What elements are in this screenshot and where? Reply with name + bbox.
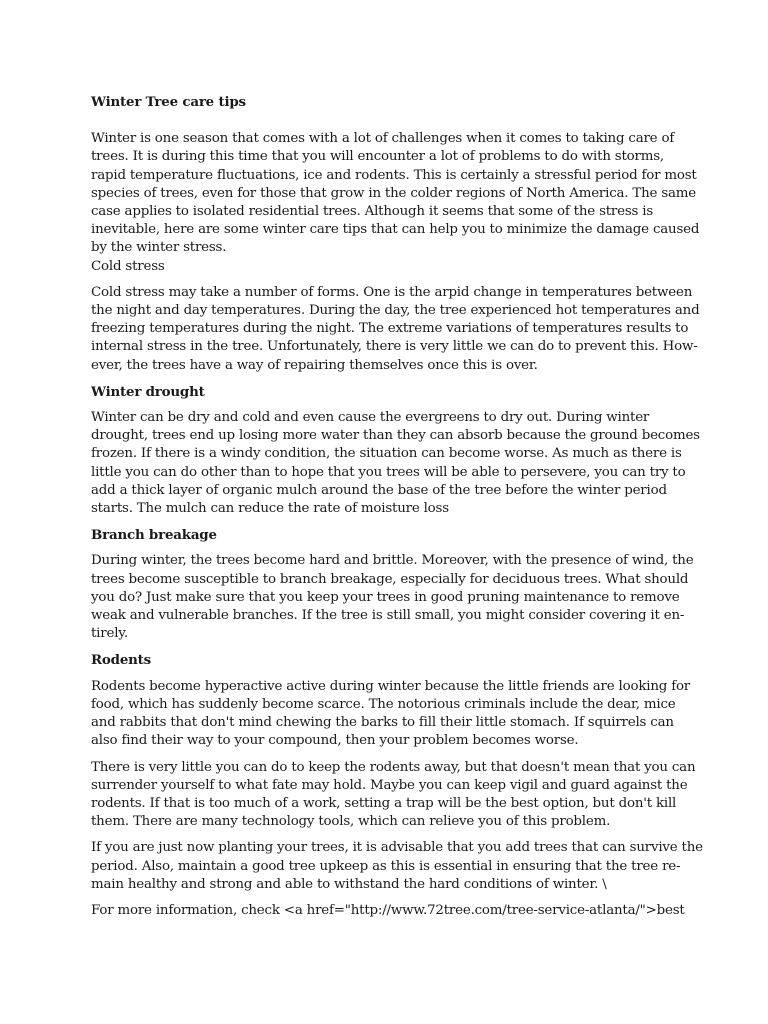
rodents-paragraph-1 — [91, 678, 691, 751]
text-line: inevitable, here are some winter care tips that can help you to minimize the damage caused — [91, 222, 700, 238]
text-line: species of trees, even for those that grow in the colder regions of North America. The same — [91, 185, 697, 201]
document-page — [91, 93, 703, 928]
text-line: If you are just now planting your trees, it is advisable that you add trees that can survive the — [91, 840, 703, 856]
rodents-heading: Rodents — [91, 652, 152, 669]
rodents-paragraph-2 — [91, 759, 696, 832]
text-line: period. Also, maintain a good tree upkeep as this is essential in ensuring that the tree re- — [91, 858, 681, 874]
text-line: the night and day temperatures. During the day, the tree experienced hot temperatures and — [91, 303, 700, 319]
text-line: rodents. If that is too much of a work, setting a trap will be the best option, but don't kill — [91, 795, 677, 811]
text-line: drought, trees end up losing more water than they can absorb because the ground becomes — [91, 428, 700, 444]
text-line: During winter, the trees become hard and brittle. Moreover, with the presence of wind, the — [91, 553, 694, 569]
text-line: by the winter stress. — [91, 240, 227, 256]
text-line: weak and vulnerable branches. If the tree is still small, you might consider covering it en- — [91, 608, 685, 624]
text-line: Winter can be dry and cold and even cause the evergreens to dry out. During winter — [91, 410, 650, 426]
text-line: tirely. — [91, 626, 128, 642]
branch-breakage-paragraph — [91, 552, 694, 643]
text-line: internal stress in the tree. Unfortunately, there is very little we can do to prevent this. How- — [91, 339, 698, 355]
text-line: Winter is one season that comes with a lot of challenges when it comes to taking care of — [91, 131, 675, 147]
text-line: case applies to isolated residential trees. Although it seems that some of the stress is — [91, 204, 653, 220]
text-line: trees become susceptible to branch breakage, especially for deciduous trees. What should — [91, 571, 689, 587]
planting-paragraph — [91, 839, 703, 894]
text-line: ever, the trees have a way of repairing themselves once this is over. — [91, 357, 538, 373]
text-line: Rodents become hyperactive active during winter because the little friends are looking for — [91, 678, 691, 694]
text-line: you do? Just make sure that you keep your trees in good pruning maintenance to remove — [91, 589, 680, 605]
intro-paragraph — [91, 130, 700, 257]
text-line: surrender yourself to what fate may hold. Maybe you can keep vigil and guard against the — [91, 777, 688, 793]
text-line: Cold stress may take a number of forms. One is the arpid change in temperatures between — [91, 284, 693, 300]
text-line: starts. The mulch can reduce the rate of moisture loss — [91, 501, 449, 517]
text-line: For more information, check <a href="http://www.72tree.com/tree-service-atlanta/">best — [91, 902, 685, 918]
text-line: rapid temperature fluctuations, ice and rodents. This is certainly a stressful period for most — [91, 167, 697, 183]
text-line: frozen. If there is a windy condition, the situation can become worse. As much as there is — [91, 446, 682, 462]
document-title: Winter Tree care tips — [91, 94, 246, 110]
more-info-paragraph — [91, 902, 685, 920]
text-line: main healthy and strong and able to withstand the hard conditions of winter. \ — [91, 876, 607, 892]
text-line: trees. It is during this time that you will encounter a lot of problems to do with storms, — [91, 149, 664, 165]
cold-stress-heading: Cold stress — [91, 258, 165, 274]
text-line: freezing temperatures during the night. The extreme variations of temperatures results to — [91, 321, 689, 337]
text-line: them. There are many technology tools, which can relieve you of this problem. — [91, 814, 611, 830]
text-line: also find their way to your compound, then your problem becomes worse. — [91, 733, 579, 749]
text-line: little you can do other than to hope that you trees will be able to persevere, you can try to — [91, 464, 686, 480]
winter-drought-heading: Winter drought — [91, 383, 205, 400]
text-line: There is very little you can do to keep the rodents away, but that doesn't mean that you can — [91, 759, 696, 775]
text-line: and rabbits that don't mind chewing the barks to fill their little stomach. If squirrels can — [91, 715, 674, 731]
text-line: add a thick layer of organic mulch around the base of the tree before the winter period — [91, 482, 667, 498]
branch-breakage-heading: Branch breakage — [91, 527, 217, 544]
cold-stress-paragraph — [91, 284, 700, 375]
text-line: food, which has suddenly become scarce. The notorious criminals include the dear, mice — [91, 696, 676, 712]
winter-drought-paragraph — [91, 409, 700, 518]
